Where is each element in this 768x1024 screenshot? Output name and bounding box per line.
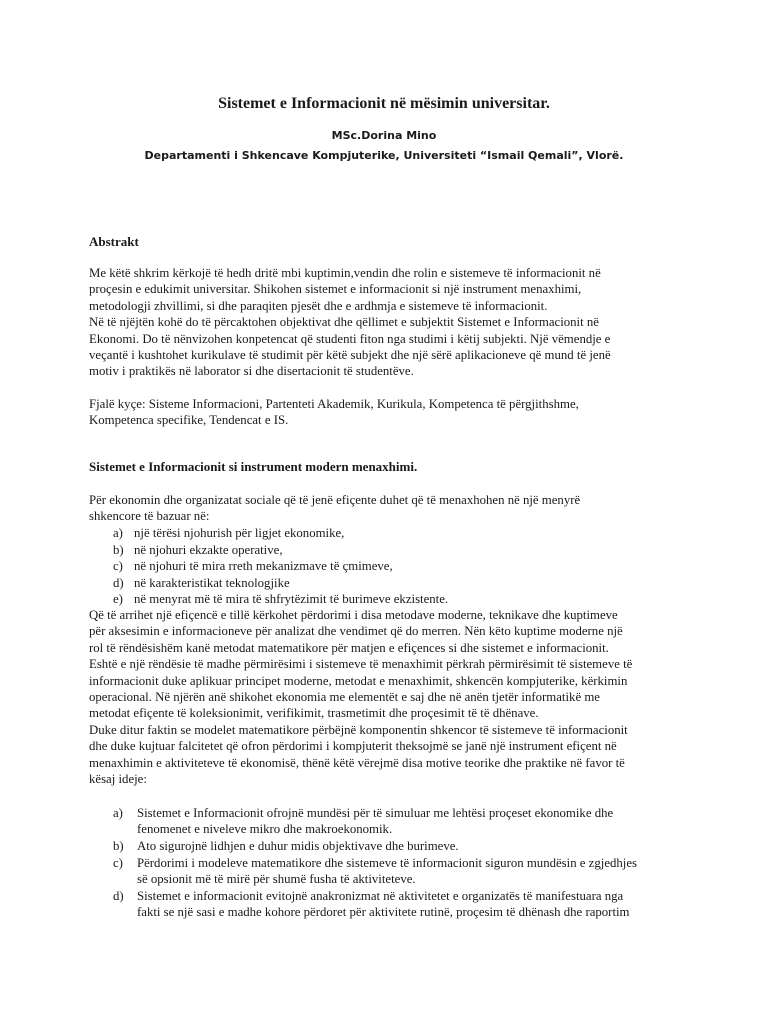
- abstract-line: Në të njëjtën kohë do të përcaktohen objektivat dhe qëllimet e subjektit Sistemet e Informacionit në: [89, 315, 599, 330]
- body-line: Duke ditur faktin se modelet matematikore përbëjnë komponentin shkencor të sistemeve të informacionit: [89, 722, 628, 737]
- list-text-line: fenomenet e niveleve mikro dhe makroekonomik.: [137, 822, 393, 837]
- author-name: MSc.Dorina Mino: [331, 129, 437, 142]
- body-line: Eshtë e një rëndësie të madhe përmirësimi i sistemeve të menaxhimit përkrah përmirësimit të sistemeve të: [89, 657, 633, 672]
- list-text-line: së opsionit më të mirë për shumë fusha të aktiviteteve.: [137, 871, 416, 886]
- intro-paragraph: [89, 492, 689, 525]
- body-line: menaxhimin e aktiviteteve të ekonomisë, thënë këtë vërejmë disa motive teorike dhe praktike në favor të: [89, 755, 625, 770]
- list-text: në menyrat më të mira të shfrytëzimit të burimeve ekzistente.: [134, 592, 449, 606]
- list-text: [137, 855, 637, 888]
- list-text: [137, 805, 613, 838]
- abstract-paragraph: [89, 265, 689, 380]
- intro-line: shkencore të bazuar në:: [89, 509, 210, 524]
- body-line: për aksesimin e informacioneve për analizat dhe vendimet që do merren. Nën këto kuptime moderne një: [89, 624, 623, 639]
- list-marker: b): [113, 542, 124, 557]
- abstract-line: metodologji zhvillimi, si dhe paraqiten pjesët dhe e ardhmja e sistemeve të informacionit.: [89, 298, 548, 313]
- list-marker: c): [113, 559, 123, 573]
- keywords-line: Kompetenca specifike, Tendencat e IS.: [89, 413, 289, 428]
- body-paragraph: [89, 607, 689, 787]
- abstract-line: Ekonomi. Do të nënvizohen konpetencat që studenti fiton nga studimi i këtij subjekti. Një vëmendje e: [89, 331, 611, 346]
- list-text: [137, 838, 459, 854]
- body-line: rol të rëndësishëm kanë metodat matematikore për matjen e efiçences si dhe sistemet e informacionit.: [89, 640, 609, 655]
- list-text-line: Sistemet e Informacionit ofrojnë mundësi për të simuluar me lehtësi proçeset ekonomike dhe: [137, 806, 614, 820]
- body-line: dhe duke kujtuar falcitetet që ofron përdorimi i kompjuterit theksojmë se janë një instrument efiçent në: [89, 739, 617, 754]
- list-text: një tërësi njohurish për ligjet ekonomike,: [134, 526, 345, 540]
- abstract-heading: Abstrakt: [89, 234, 139, 249]
- list-text-line: Përdorimi i modeleve matematikore dhe sistemeve të informacionit siguron mundësin e zgjedhjes: [137, 855, 638, 870]
- intro-line: Për ekonomin dhe organizatat sociale që të jenë efiçente duhet që të menaxhohen në një menyrë: [89, 493, 581, 507]
- abstract-line: proçesin e edukimit universitar. Shikohen sistemet e informacionit si një instrument menaxhimi,: [89, 282, 582, 297]
- list-marker: e): [113, 592, 123, 606]
- section-heading: Sistemet e Informacionit si instrument modern menaxhimi.: [89, 459, 418, 474]
- list-marker: c): [113, 855, 123, 870]
- list-marker: b): [113, 839, 124, 853]
- list-marker: a): [113, 806, 123, 820]
- list-marker: a): [113, 526, 123, 540]
- body-line: metodat efiçente të koleksionimit, verifikimit, trasmetimit dhe proçesimit të të dhënave.: [89, 706, 539, 721]
- body-line: kësaj ideje:: [89, 771, 147, 786]
- list-text: [137, 888, 630, 921]
- keywords-line: Fjalë kyçe: Sisteme Informacioni, Partenteti Akademik, Kurikula, Kompetenca të përgjithshme,: [89, 397, 579, 411]
- keywords-paragraph: [89, 396, 689, 429]
- body-line: operacional. Në njërën anë shikohet ekonomia me elementët e saj dhe në anën tjetër informatikë me: [89, 689, 600, 704]
- list-marker: d): [113, 575, 124, 590]
- list-marker: d): [113, 888, 124, 903]
- author-affiliation: Departamenti i Shkencave Kompjuterike, Universiteti “Ismail Qemali”, Vlorë.: [144, 149, 624, 162]
- abstract-line: Me këtë shkrim kërkojë të hedh dritë mbi kuptimin,vendin dhe rolin e sistemeve të informacionit në: [89, 266, 601, 280]
- abstract-line: veçantë i kushtohet kurikulave të studimit për këtë subjekt dhe një sërë aplikacioneve që mund të jenë: [89, 347, 611, 362]
- document-title: Sistemet e Informacionit në mësimin universitar.: [218, 95, 550, 112]
- list-text: në njohuri ekzakte operative,: [134, 542, 283, 557]
- body-line: informacionit duke aplikuar principet moderne, metodat e menaxhimit, shkencën kompjuterike, kërkimin: [89, 673, 628, 688]
- body-line: Që të arrihet një efiçencë e tillë kërkohet përdorimi i disa metodave moderne, teknikave dhe kuptimeve: [89, 608, 618, 622]
- abstract-line: motiv i praktikës në laborator si dhe disertacionit të studentëve.: [89, 364, 414, 379]
- list-text-line: fakti se një sasi e madhe kohore përdoret për aktivitete rutinë, proçesim të dhënash dhe raportim: [137, 904, 630, 919]
- list-text-line: Sistemet e informacionit evitojnë anakronizmat në aktivitetet e organizatës të manifestuara nga: [137, 888, 624, 903]
- list-text: në karakteristikat teknologjike: [134, 575, 290, 590]
- list-text: në njohuri të mira rreth mekanizmave të çmimeve,: [134, 559, 393, 573]
- list-text-line: Ato sigurojnë lidhjen e duhur midis objektivave dhe burimeve.: [137, 839, 459, 853]
